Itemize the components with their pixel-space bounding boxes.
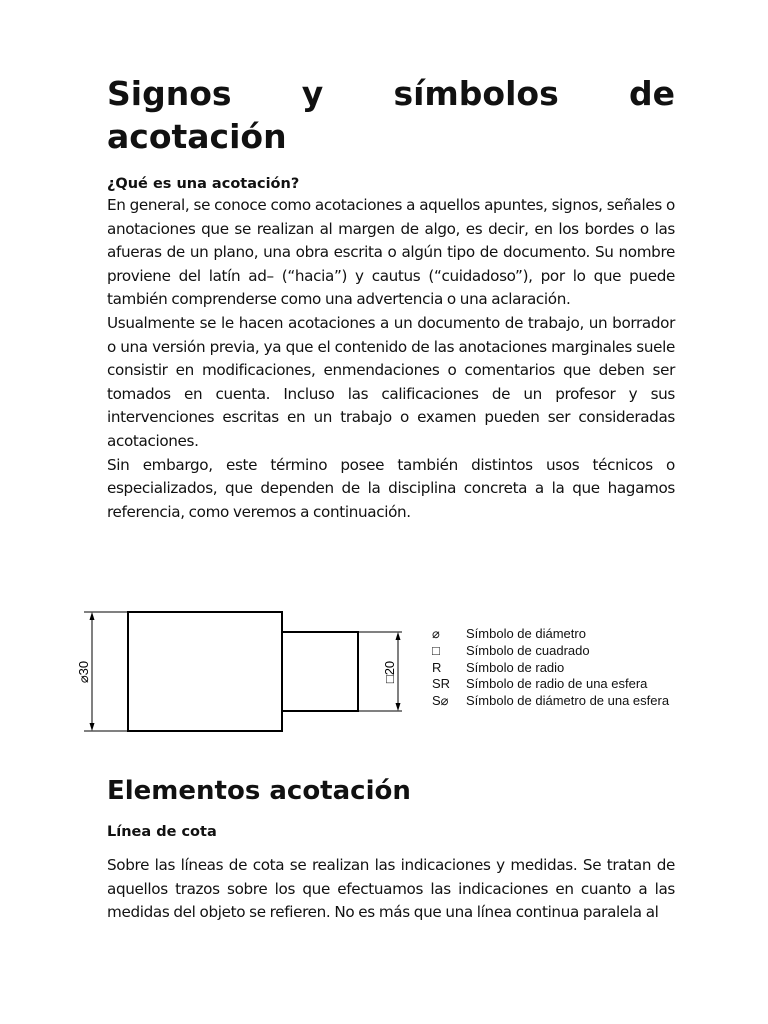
- paragraph: Sin embargo, este término posee también distintos usos técnicos o especializados, que dependen de la disciplina concreta a la que hagamos referencia, como veremos a continuación.: [107, 455, 675, 521]
- arrowhead: [90, 612, 95, 620]
- dimension-label-small: □20: [382, 660, 397, 684]
- legend-symbol: R: [432, 659, 442, 675]
- title-word: Signos: [107, 74, 232, 113]
- legend-item: [432, 626, 669, 643]
- arrowhead: [396, 632, 401, 640]
- title-line-1: [107, 72, 675, 115]
- paragraph: Sobre las líneas de cota se realizan las indicaciones y medidas. Se tratan de aquellos trazos sobre los que efectuamos las indicaciones en cuanto a las medidas del objeto se refieren. No es más que una línea continua paralela al: [107, 856, 675, 922]
- legend-label: Símbolo de diámetro de una esfera: [466, 693, 670, 709]
- legend-item: [432, 693, 669, 710]
- paragraph: Usualmente se le hacen acotaciones a un documento de trabajo, un borrador o una versión previa, ya que el contenido de las anotaciones marginales suele consistir en modificaciones, enmendaciones o comentarios que deben ser tomados en cuenta. Incluso las calificaciones de un profesor y sus intervenciones escritas en un trabajo o examen pueden ser consideradas acotaciones.: [107, 313, 675, 450]
- paragraph: En general, se conoce como acotaciones a aquellos apuntes, signos, señales o anotaciones que se realizan al margen de algo, es decir, en los bordes o las afueras de un plano, una obra escrita o algún tipo de documento. Su nombre proviene del latín ad– (“hacia”) y cautus (“cuidadoso”), por lo que puede también comprenderse como una advertencia o una aclaración.: [107, 196, 675, 309]
- legend-symbol: ⌀: [432, 626, 440, 641]
- legend-item: [432, 643, 669, 660]
- legend-symbol: □: [432, 642, 440, 658]
- page-title: [107, 72, 675, 158]
- small-cylinder: [282, 632, 358, 711]
- legend-label: Símbolo de radio de una esfera: [466, 676, 648, 692]
- title-word: y: [301, 74, 324, 113]
- section-subheading: Línea de cota: [107, 824, 217, 840]
- legend-item: [432, 676, 669, 693]
- large-cylinder: [128, 612, 282, 731]
- title-word: de: [628, 74, 675, 113]
- legend-item: [432, 660, 669, 677]
- title-word: símbolos: [393, 74, 559, 113]
- arrowhead: [90, 723, 95, 731]
- legend-label: Símbolo de radio: [466, 659, 565, 675]
- legend-symbol: SR: [432, 676, 451, 692]
- legend-label: Símbolo de cuadrado: [466, 642, 590, 658]
- arrowhead: [396, 703, 401, 711]
- legend-label: Símbolo de diámetro: [466, 626, 586, 641]
- title-line-2: acotación: [107, 117, 287, 156]
- subheading: ¿Qué es una acotación?: [107, 176, 300, 192]
- symbol-legend: [432, 626, 669, 710]
- document-page: [107, 72, 675, 524]
- dimension-label-large: ⌀30: [76, 660, 91, 684]
- section-heading: Elementos acotación: [107, 776, 411, 806]
- legend-symbol: S⌀: [432, 693, 449, 709]
